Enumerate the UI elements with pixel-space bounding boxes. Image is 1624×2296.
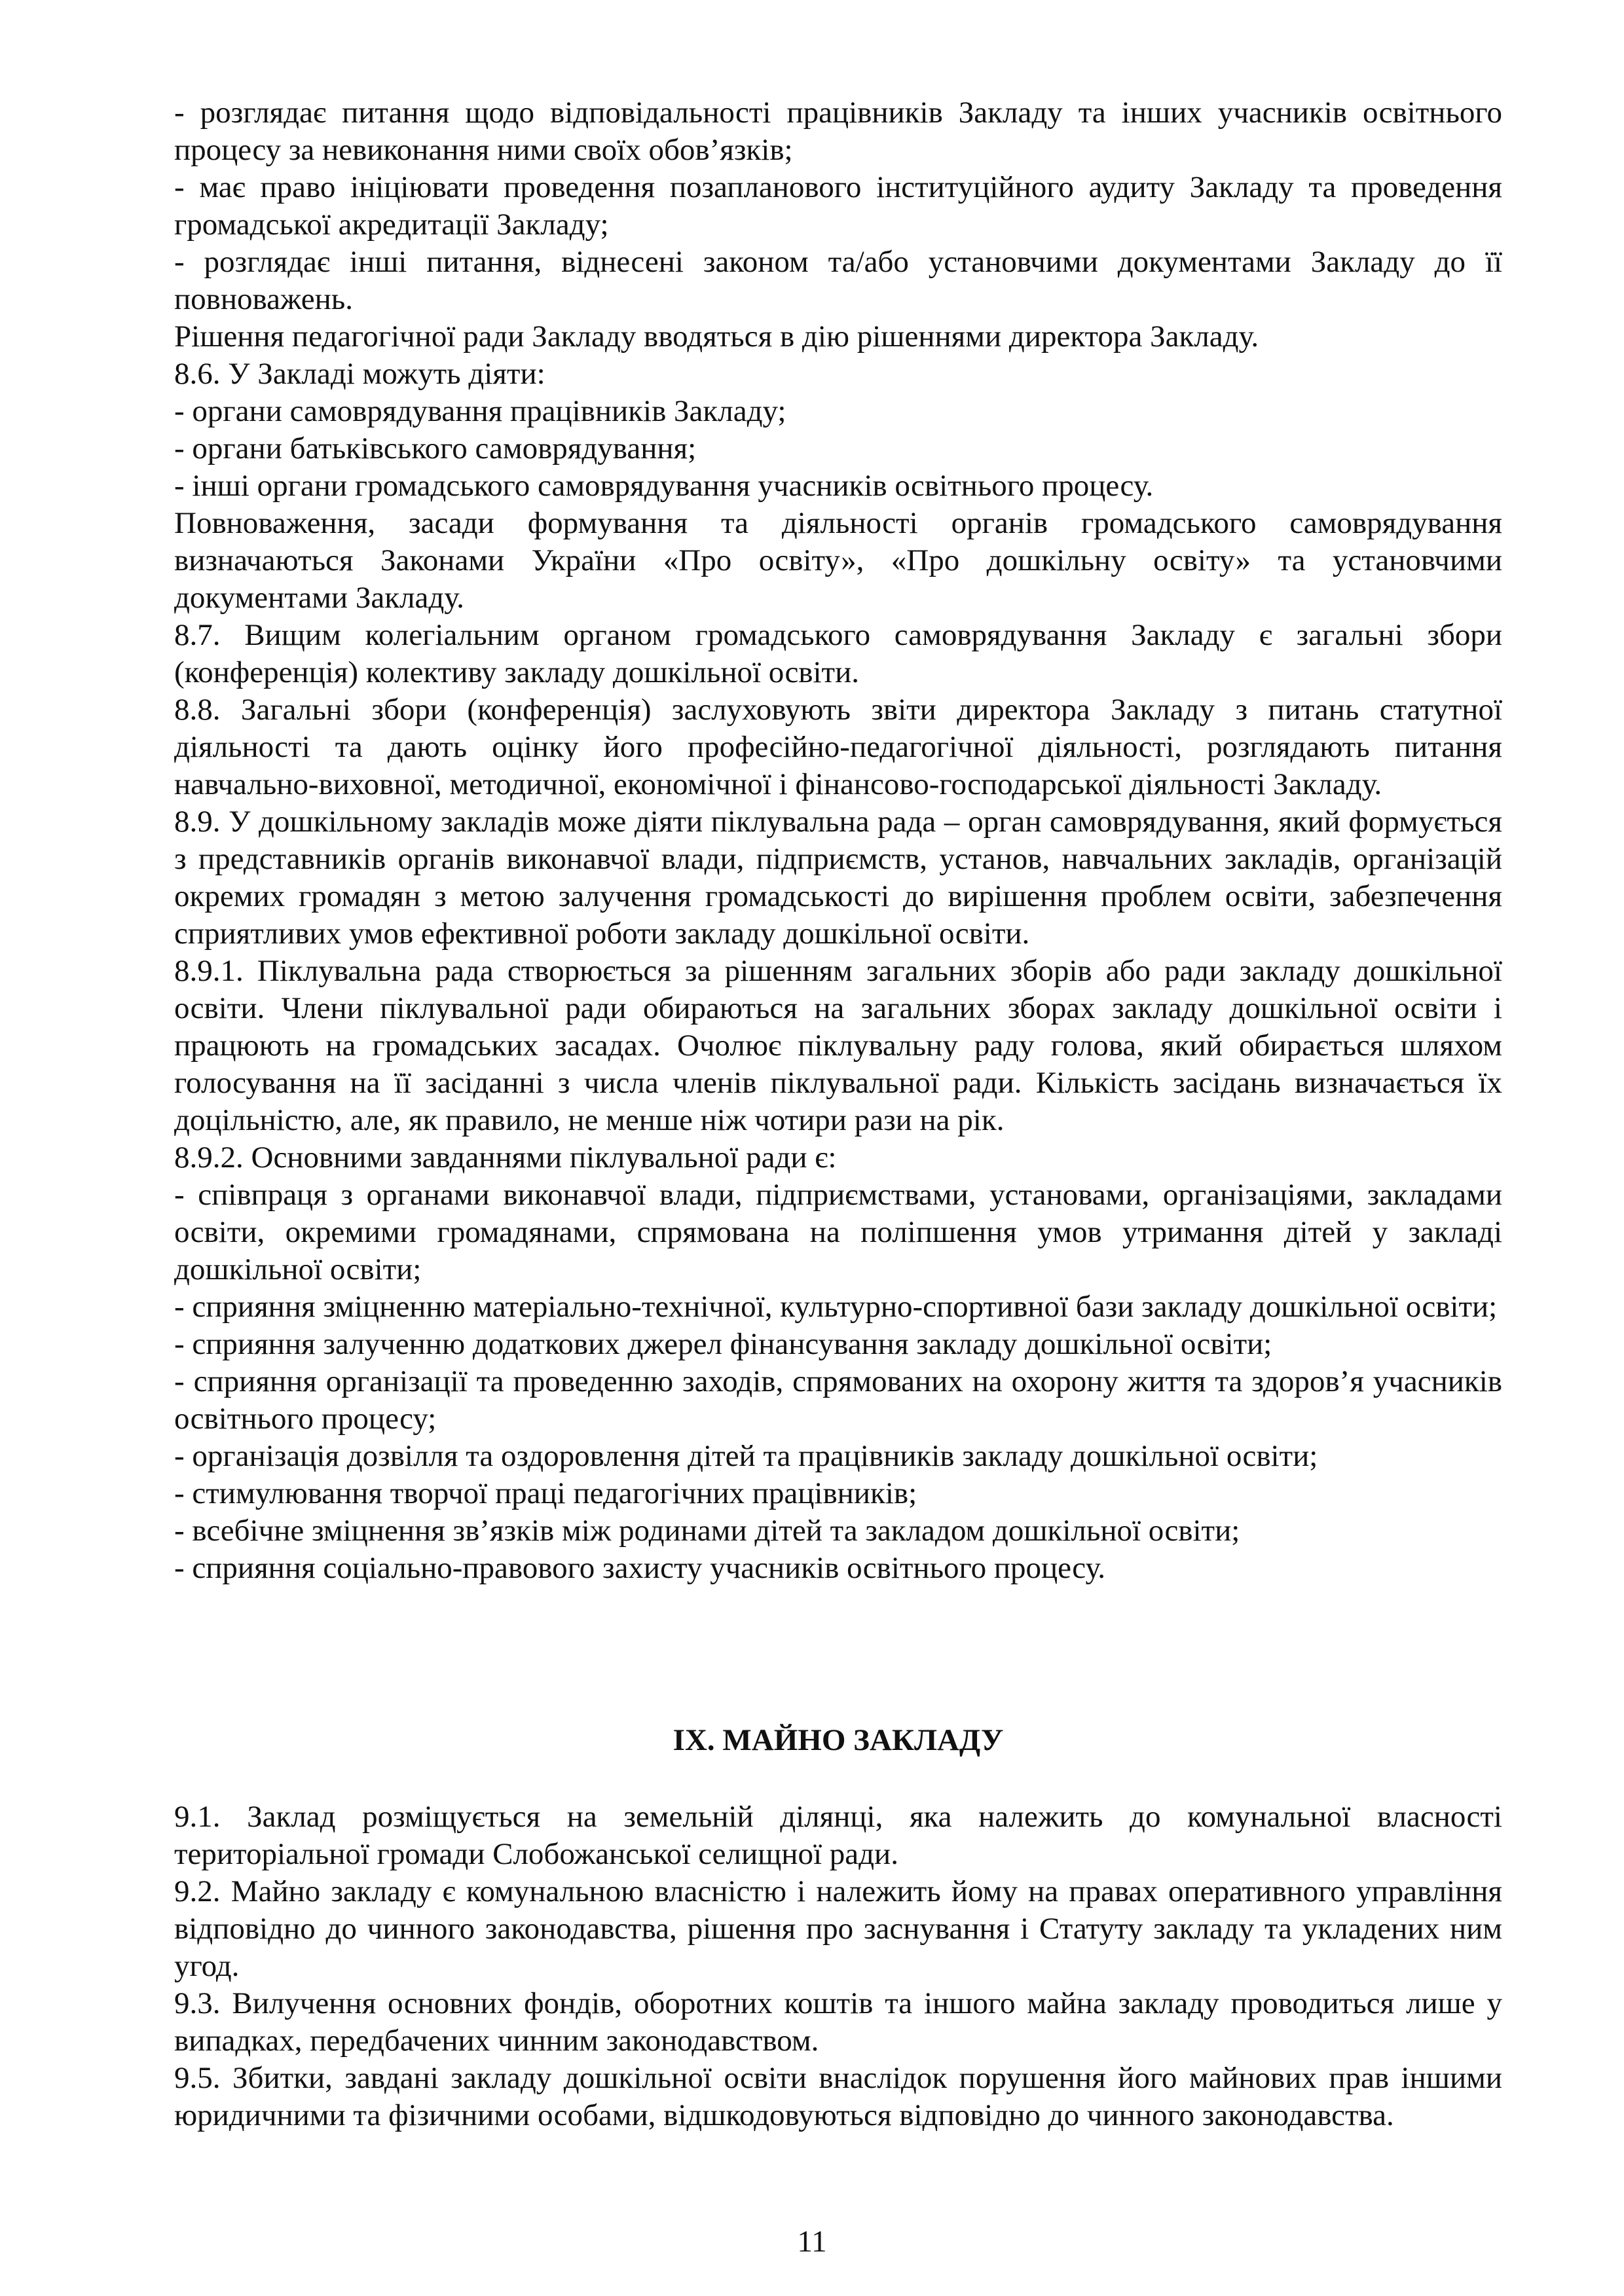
paragraph: 8.8. Загальні збори (конференція) заслуховують звіти директора Закладу з питань статутної діяльності та дають оцінку його професійно-педагогічної діяльності, розглядають питання навчально-виховної, методичної, економічної і фінансово-господарської діяльності Закладу. [174,693,1502,801]
paragraph: 8.6. У Закладі можуть діяти: [174,357,545,391]
list-item: - органи самоврядування працівників Закладу; [174,394,786,428]
page-content [174,94,1502,2134]
list-item: - всебічне зміцнення зв’язків між родинами дітей та закладом дошкільної освіти; [174,1514,1240,1548]
section-heading: IX. МАЙНО ЗАКЛАДУ [673,1723,1004,1757]
paragraph: 8.9.1. Піклувальна рада створюється за рішенням загальних зборів або ради закладу дошкільної освіти. Члени піклувальної ради обираються на загальних зборах закладу дошкільної освіти і працюють на громадських засадах. Очолює піклувальну раду голова, який обирається шляхом голосування на її засіданні з числа членів піклувальної ради. Кількість засідань визначається їх доцільністю, але, як правило, не менше ніж чотири рази на рік. [174,954,1502,1137]
list-item: - сприяння зміцненню матеріально-технічної, культурно-спортивної бази закладу дошкільної освіти; [174,1290,1498,1324]
paragraph: - має право ініціювати проведення позапланового інституційного аудиту Закладу та проведення громадської акредитації Закладу; [174,170,1502,242]
paragraph: Повноваження, засади формування та діяльності органів громадського самоврядування визначаються Законами України «Про освіту», «Про дошкільну освіту» та установчими документами Закладу. [174,506,1502,615]
paragraph: Рішення педагогічної ради Закладу вводяться в дію рішеннями директора Закладу. [174,319,1259,354]
paragraph: 8.9. У дошкільному закладів може діяти піклувальна рада – орган самоврядування, який формується з представників органів виконавчої влади, підприємств, установ, навчальних закладів, організацій окремих громадян з метою залучення громадськості до вирішення проблем освіти, забезпечення сприятливих умов ефективної роботи закладу дошкільної освіти. [174,805,1502,951]
list-item: - організація дозвілля та оздоровлення дітей та працівників закладу дошкільної освіти; [174,1439,1318,1473]
list-item: - сприяння залученню додаткових джерел фінансування закладу дошкільної освіти; [174,1327,1272,1361]
paragraph: 9.1. Заклад розміщується на земельній ділянці, яка належить до комунальної власності територіальної громади Слобожанської селищної ради. [174,1800,1502,1871]
list-item: - інші органи громадського самоврядування учасників освітнього процесу. [174,469,1154,503]
page-number: 11 [797,2225,827,2259]
paragraph: 9.3. Вилучення основних фондів, оборотних коштів та іншого майна закладу проводиться лише у випадках, передбачених чинним законодавством. [174,1986,1502,2058]
list-item: - сприяння соціально-правового захисту учасників освітнього процесу. [174,1551,1106,1585]
paragraph: - розглядає інші питання, віднесені законом та/або установчими документами Закладу до її повноважень. [174,245,1502,316]
list-item: - органи батьківського самоврядування; [174,431,697,465]
list-item: - сприяння організації та проведенню заходів, спрямованих на охорону життя та здоров’я учасників освітнього процесу; [174,1364,1502,1436]
paragraph: 9.5. Збитки, завдані закладу дошкільної освіти внаслідок порушення його майнових прав іншими юридичними та фізичними особами, відшкодовуються відповідно до чинного законодавства. [174,2061,1502,2132]
paragraph: 8.9.2. Основними завданнями піклувальної ради є: [174,1140,837,1175]
paragraph: - розглядає питання щодо відповідальності працівників Закладу та інших учасників освітнього процесу за невиконання ними своїх обов’язків; [174,96,1502,167]
paragraph: 8.7. Вищим колегіальним органом громадського самоврядування Закладу є загальні збори (конференція) колективу закладу дошкільної освіти. [174,618,1502,689]
list-item: - співпраця з органами виконавчої влади, підприємствами, установами, організаціями, закладами освіти, окремими громадянами, спрямована на поліпшення умов утримання дітей у закладі дошкільної освіти; [174,1178,1502,1286]
list-item: - стимулювання творчої праці педагогічних працівників; [174,1476,917,1510]
paragraph: 9.2. Майно закладу є комунальною власністю і належить йому на правах оперативного управління відповідно до чинного законодавства, рішення про заснування і Статуту закладу та укладених ним угод. [174,1874,1502,1983]
